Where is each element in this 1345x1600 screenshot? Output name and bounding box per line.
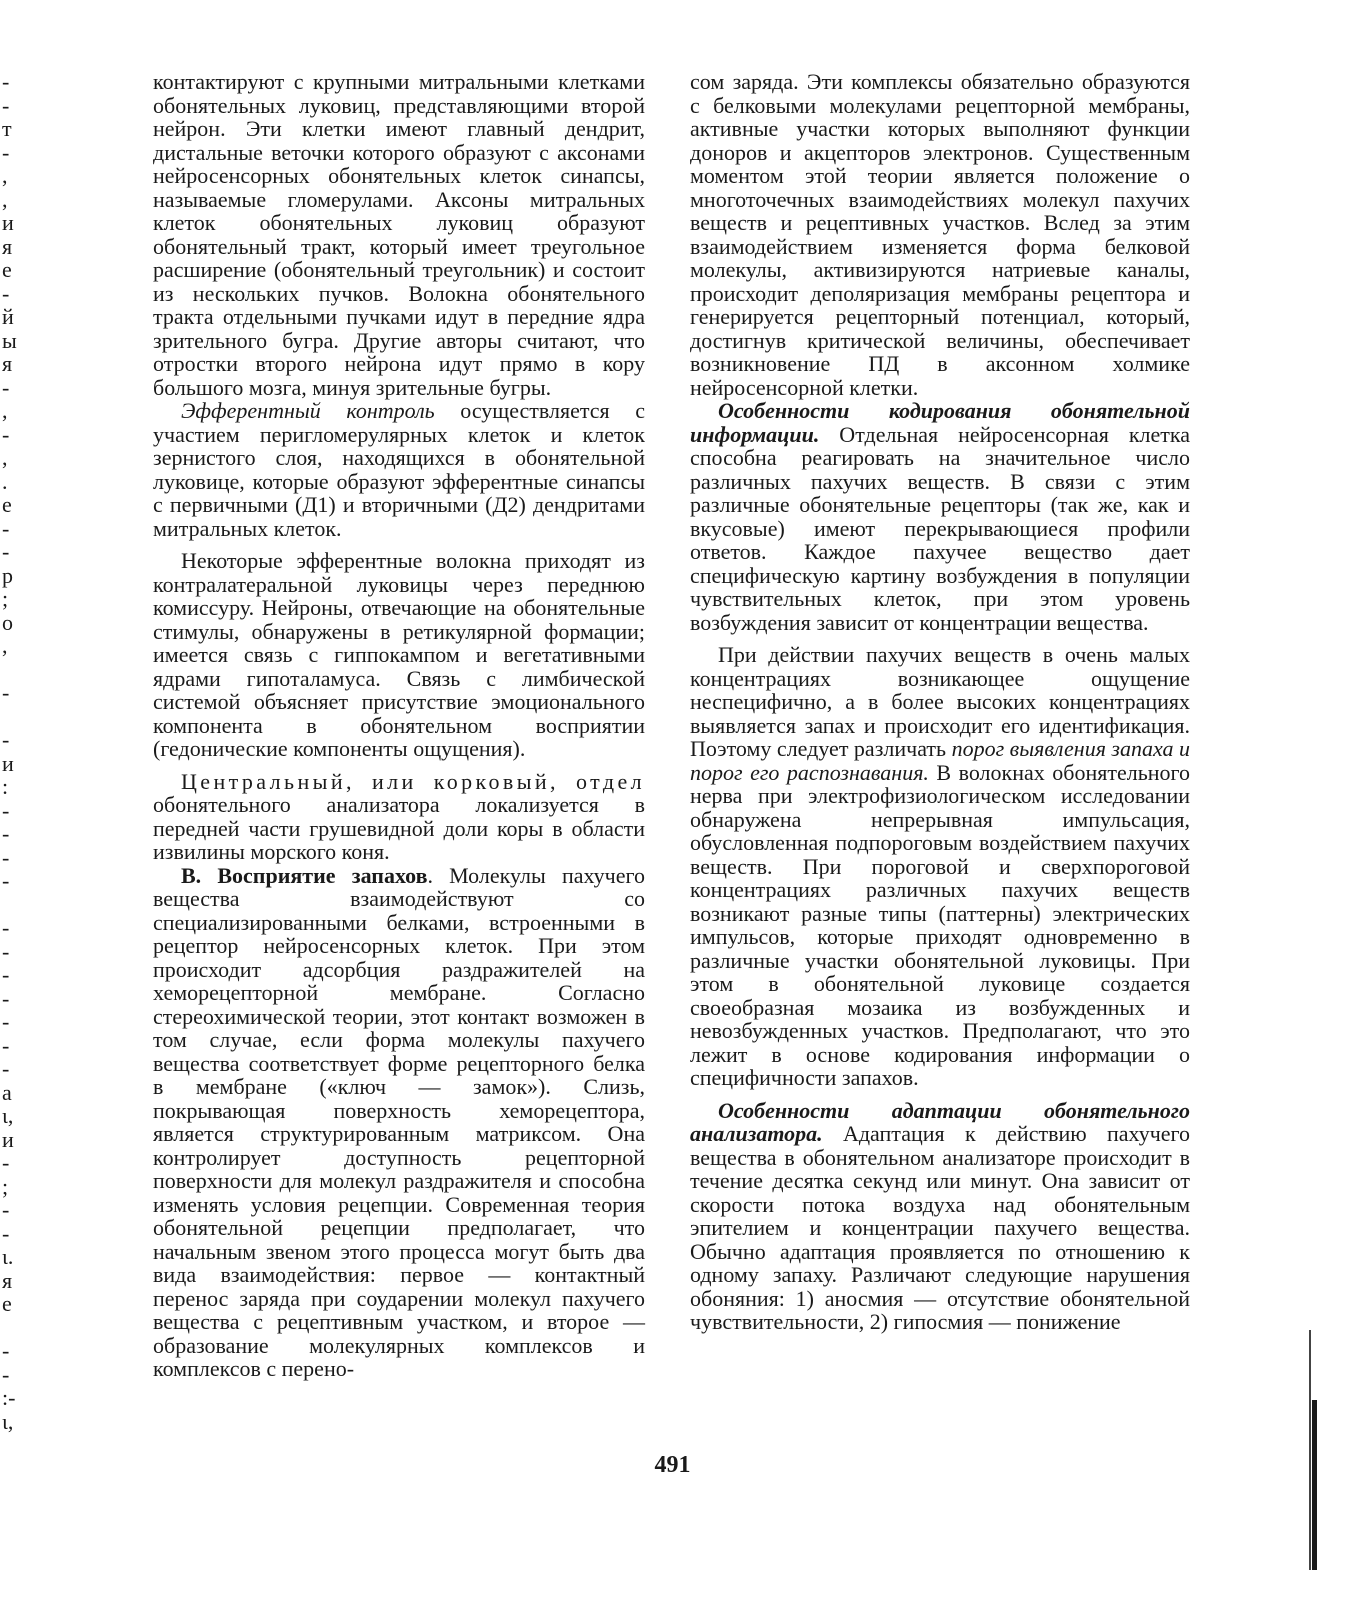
edge-fragment: е bbox=[2, 492, 12, 517]
edge-fragment: - bbox=[2, 797, 10, 823]
edge-fragment: - bbox=[2, 868, 10, 893]
edge-fragment: - bbox=[2, 1032, 10, 1058]
paragraph bbox=[153, 864, 645, 1381]
edge-fragment: , bbox=[2, 163, 8, 188]
section-heading: В. Восприятие запахов bbox=[181, 862, 428, 888]
italic-term: Эфферентный контроль bbox=[181, 398, 435, 423]
edge-fragment: :- bbox=[2, 1385, 16, 1410]
edge-fragment: - bbox=[2, 938, 10, 964]
edge-fragment: - bbox=[2, 1220, 10, 1246]
edge-fragment: - bbox=[2, 69, 10, 94]
italic-term: порог выявления запаха и порог его распознавания. bbox=[690, 736, 1190, 785]
edge-fragment: ι. bbox=[2, 1244, 14, 1269]
binding-edge bbox=[1312, 1400, 1317, 1570]
edge-fragment: ; bbox=[2, 1173, 9, 1199]
edge-fragment bbox=[0, 893, 30, 917]
edge-fragment: о bbox=[2, 609, 13, 635]
paragraph-text: Отдельная нейросенсорная клетка способна реагировать на значительное число различных пахучих веществ. В связи с этим различные обонятельные рецепторы (так же, как и вкусовые) имеют перекрывающиеся профили ответов. Каждое пахучее вещество дает специфическую картину возбуждения в популяции чувствительных клеток, при этом уровень возбуждения зависит от концентрации вещества. bbox=[690, 421, 1190, 635]
paragraph-text: В волокнах обонятельного нерва при электрофизиологическом исследовании обнаружена непрерывная импульсация, обусловленная подпороговым воздействием пахучих веществ. При пороговой и сверхпороговой концентрациях различных пахучих веществ возникают разные типы (паттерны) электрических импульсов, которые приходят одновременно в различные участки обонятельной луковицы. При этом в обонятельной луковице создается своеобразная мозаика из возбужденных и невозбужденных участков. Предполагают, что это лежит в основе кодирования информации о специфичности запахов. bbox=[690, 759, 1190, 1090]
edge-fragment: и bbox=[2, 210, 14, 235]
edge-fragment: а bbox=[2, 1079, 12, 1105]
paragraph bbox=[153, 399, 645, 540]
edge-fragment bbox=[0, 705, 30, 729]
edge-fragment: я bbox=[2, 351, 13, 376]
paragraph bbox=[153, 770, 645, 864]
edge-fragment: , bbox=[2, 445, 8, 470]
edge-fragment: ι, bbox=[2, 1103, 14, 1128]
edge-fragment: и bbox=[2, 1126, 14, 1152]
edge-fragment: й bbox=[2, 304, 14, 329]
paragraph: Некоторые эфферентные волокна приходят из контралатеральной луковицы через переднюю комиссуру. Нейроны, отвечающие на обонятельные стимулы, обнаружены в ретикулярной формации; имеется связь с гиппокампом и вегетативными ядрами гипоталамуса. Связь с лимбической системой объясняет присутствие эмоционального компонента в обонятельном восприятии (гедонические компоненты ощущения). bbox=[153, 548, 645, 761]
edge-fragment: - bbox=[2, 962, 10, 987]
edge-fragment: - bbox=[2, 515, 10, 541]
edge-fragment: - bbox=[2, 1009, 10, 1034]
page-number: 491 bbox=[654, 1452, 691, 1478]
right-column bbox=[690, 70, 1190, 1334]
paragraph-text: Адаптация к действию пахучего вещества в обонятельном анализаторе происходит в течение десятка секунд или минут. Она зависит от скорости потока воздуха над обонятельным эпителием и концентрации пахучего вещества. Обычно адаптация проявляется по отношению к одному запаху. Различают следующие нарушения обоняния: 1) аносмия — отсутствие обонятельной чувствительности, 2) гипосмия — понижение bbox=[690, 1121, 1190, 1334]
section-heading: Особенности адаптации обонятельного анализатора. bbox=[690, 1097, 1190, 1146]
edge-fragment: - bbox=[2, 374, 10, 400]
edge-fragment: , bbox=[2, 633, 8, 658]
edge-fragment: - bbox=[2, 915, 10, 940]
paragraph bbox=[690, 1099, 1190, 1334]
edge-fragment: : bbox=[2, 774, 9, 799]
edge-fragment: - bbox=[2, 844, 10, 870]
edge-fragment: - bbox=[2, 680, 10, 705]
edge-fragment: - bbox=[2, 1056, 10, 1081]
edge-fragment: - bbox=[2, 139, 10, 165]
paragraph-text: обонятельного анализатора локализуется в передней части грушевидной доли коры в области извилины морского коня. bbox=[153, 792, 645, 864]
paragraph-text: . Молекулы пахучего вещества взаимодействуют со специализированными белками, встроенными в рецептор нейросенсорных клеток. При этом происходит адсорбция раздражителей на хеморецепторной мембране. Согласно стереохимической теории, этот контакт возможен в том случае, если форма молекулы пахучего вещества соответствует форме рецепторного белка в мембране («ключ — замок»). Слизь, покрывающая поверхность хеморецептора, является структурированным матриксом. Она контролирует доступность рецепторной поверхности для молекул раздражителя и способна изменять условия рецепции. Современная теория обонятельной рецепции предполагает, что начальным звеном этого процесса могут быть два вида взаимодействия: первое — контактный перенос заряда при соударении молекул пахучего вещества с рецептивным участком, и второе — образование молекулярных комплексов и комплексов с перено- bbox=[153, 862, 645, 1381]
section-heading: Особенности кодирования обонятельной информации. bbox=[690, 398, 1190, 447]
edge-fragment: р bbox=[2, 562, 13, 588]
edge-fragment: я bbox=[2, 1267, 13, 1293]
paragraph-text: осуществляется с участием перигломерулярных клеток и клеток зернистого слоя, находящихся в обонятельной луковице, которые образуют эфферентные синапсы с первичными (Д1) и вторичными (Д2) дендритами митральных клеток. bbox=[153, 398, 645, 541]
edge-fragment: - bbox=[2, 539, 10, 564]
paragraph bbox=[690, 399, 1190, 634]
paragraph: сом заряда. Эти комплексы обязательно образуются с белковыми молекулами рецепторной мембраны, активные участки которых выполняют функции доноров и акцепторов электронов. Существенным моментом этой теории является положение о многоточечных взаимодействиях молекул пахучих веществ и рецептивных участков. Вслед за этим взаимодействием изменяется форма белковой молекулы, активизируются натриевые каналы, происходит деполяризация мембраны рецептора и генерируется рецепторный потенциал, который, достигнув критической величины, обеспечивает возникновение ПД в аксонном холмике нейросенсорной клетки. bbox=[690, 69, 1190, 400]
edge-fragment: - bbox=[2, 421, 10, 447]
binding-edge-shadow bbox=[1309, 1330, 1311, 1570]
paragraph: контактируют с крупными митральными клетками обонятельных луковиц, представляющими второй нейрон. Эти клетки имеют главный дендрит, дистальные веточки которого образуют с аксонами нейросенсорных обонятельных клеток синапсы, называемые гломерулами. Аксоны митральных клеток обонятельных луковиц образуют обонятельный тракт, который имеет треугольное расширение (обонятельный треугольник) и состоит из нескольких пучков. Волокна обонятельного тракта отдельными пучками идут в передние ядра зрительного бугра. Другие авторы считают, что отростки второго нейрона идут прямо в кору большого мозга, минуя зрительные бугры. bbox=[153, 69, 645, 400]
paragraph-text: При действии пахучих веществ в очень малых концентрациях возникающее ощущение неспецифично, а в более высоких концентрациях выявляется запах и происходит его идентификация. Поэтому следует различать bbox=[690, 642, 1190, 761]
edge-fragment: - bbox=[2, 280, 10, 306]
edge-fragment: я bbox=[2, 233, 13, 259]
edge-fragment: - bbox=[2, 821, 10, 846]
edge-fragment: е bbox=[2, 257, 12, 282]
edge-fragment: и bbox=[2, 750, 14, 776]
edge-fragment: , bbox=[2, 186, 8, 212]
edge-fragment: - bbox=[2, 727, 10, 752]
edge-fragment: ι, bbox=[2, 1408, 14, 1434]
edge-fragment: - bbox=[2, 1338, 10, 1363]
edge-fragment: - bbox=[2, 1150, 10, 1175]
paragraph bbox=[690, 643, 1190, 1090]
left-column bbox=[153, 70, 645, 1381]
edge-fragment: - bbox=[2, 1361, 10, 1387]
edge-fragment bbox=[0, 658, 30, 682]
edge-fragment: ы bbox=[2, 327, 17, 353]
previous-page-edge bbox=[0, 70, 30, 1433]
edge-fragment bbox=[0, 1316, 30, 1340]
edge-fragment: - bbox=[2, 92, 10, 118]
edge-fragment: . bbox=[2, 468, 8, 494]
edge-fragment: - bbox=[2, 985, 10, 1011]
edge-fragment: е bbox=[2, 1291, 12, 1316]
edge-fragment: т bbox=[2, 116, 12, 141]
spaced-term: Центральный, или корковый, отдел bbox=[181, 768, 645, 794]
edge-fragment: ; bbox=[2, 586, 9, 611]
edge-fragment: , bbox=[2, 398, 8, 423]
edge-fragment: - bbox=[2, 1197, 10, 1222]
